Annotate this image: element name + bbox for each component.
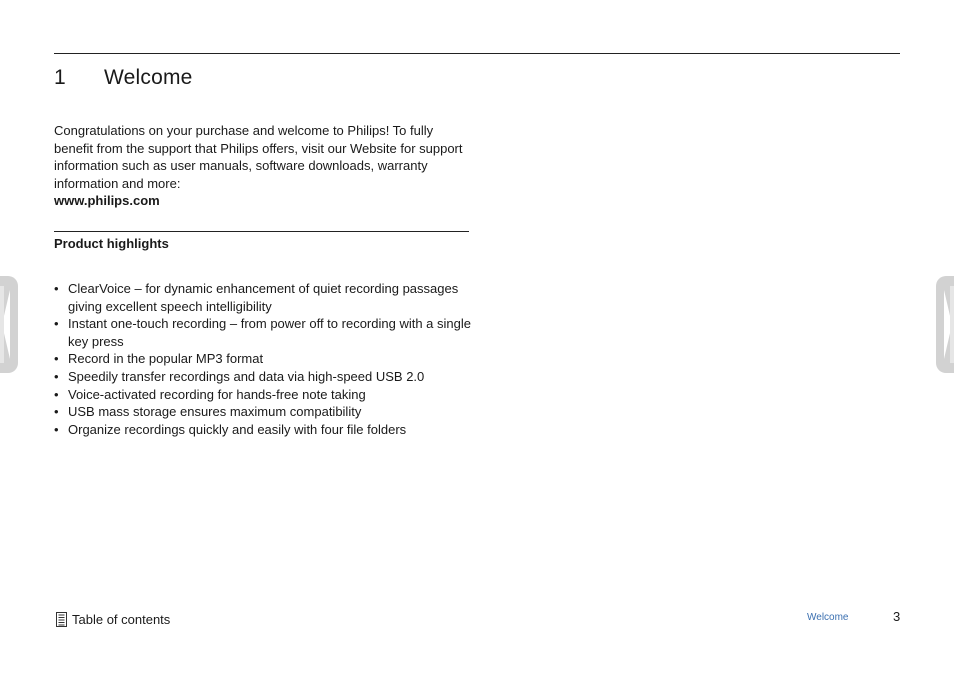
list-item: • Record in the popular MP3 format bbox=[54, 350, 474, 368]
previous-page-button[interactable] bbox=[0, 276, 18, 373]
website-link[interactable]: www.philips.com bbox=[54, 193, 160, 209]
highlights-list bbox=[54, 280, 474, 438]
section-divider bbox=[54, 231, 469, 232]
footer-section-label: Welcome bbox=[807, 612, 849, 623]
list-item: • Voice-activated recording for hands-free note taking bbox=[54, 386, 474, 404]
list-item: • USB mass storage ensures maximum compatibility bbox=[54, 403, 474, 421]
intro-text: Congratulations on your purchase and welcome to Philips! To fully benefit from the support that Philips offers, visit our Website for support information such as user manuals, software downloads, warranty information and more: bbox=[54, 123, 463, 191]
section-title: Product highlights bbox=[54, 236, 169, 251]
chevron-left-icon bbox=[0, 276, 18, 373]
list-item: • ClearVoice – for dynamic enhancement of quiet recording passages giving excellent speech intelligibility bbox=[54, 280, 474, 315]
list-item: • Organize recordings quickly and easily with four file folders bbox=[54, 421, 474, 439]
chevron-right-icon bbox=[936, 276, 954, 373]
list-item: • Instant one-touch recording – from power off to recording with a single key press bbox=[54, 315, 474, 350]
chapter-heading bbox=[54, 66, 193, 90]
chapter-number: 1 bbox=[54, 66, 66, 89]
intro-paragraph bbox=[54, 122, 464, 210]
table-of-contents-link[interactable] bbox=[56, 612, 170, 627]
next-page-button[interactable] bbox=[936, 276, 954, 373]
page-number: 3 bbox=[893, 609, 901, 624]
document-list-icon bbox=[56, 612, 67, 627]
list-item: • Speedily transfer recordings and data via high-speed USB 2.0 bbox=[54, 368, 474, 386]
toc-label: Table of contents bbox=[72, 612, 171, 627]
chapter-title: Welcome bbox=[104, 66, 193, 89]
top-divider bbox=[54, 53, 900, 54]
